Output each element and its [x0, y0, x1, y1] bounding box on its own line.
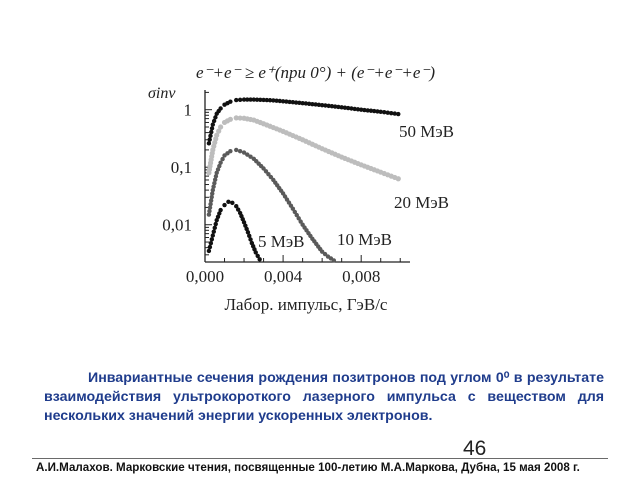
data-point — [234, 98, 238, 102]
data-point — [226, 200, 230, 204]
x-tick-label: 0,000 — [185, 267, 225, 286]
data-point — [396, 176, 401, 181]
curve-dot — [210, 126, 214, 130]
y-tick-label: 0,1 — [170, 158, 192, 178]
chart-title: e⁻+e⁻ ≥ e⁺(при 0°) + (e⁻+e⁻+e⁻) — [196, 63, 436, 82]
chart-labels — [148, 63, 454, 314]
curve-dot — [212, 229, 216, 233]
curve-dot — [210, 237, 214, 241]
figure-caption: Инвариантные сечения рождения позитронов под углом 0⁰ в результате взаимодействия ультрокороткого лазерного импульса с веществом для нескольких значений энергии ускоренных электронов. — [44, 370, 604, 424]
page-number: 46 — [463, 437, 487, 460]
series-label: 10 МэВ — [337, 230, 393, 249]
curve-dot — [214, 222, 218, 226]
data-point — [218, 124, 223, 129]
y-tick-label: 0,01 — [162, 215, 192, 235]
data-point — [230, 201, 234, 205]
series-label: 50 МэВ — [399, 122, 455, 141]
footer-text: А.И.Малахов. Марковские чтения, посвященные 100-летию М.А.Маркова, Дубна, 15 мая 2008 г. — [36, 461, 580, 474]
footer-divider — [32, 458, 608, 459]
data-point — [218, 208, 222, 212]
curve-dot — [208, 245, 212, 249]
y-axis-title: σinv — [148, 85, 176, 102]
data-point — [228, 149, 232, 153]
series-label: 20 МэВ — [394, 193, 450, 212]
curve-dot — [209, 241, 213, 245]
data-point — [207, 141, 211, 145]
data-point — [257, 257, 261, 261]
x-tick-label: 0,008 — [342, 267, 381, 286]
curve-dot — [238, 149, 242, 153]
curve-dot — [209, 130, 213, 134]
y-tick-label: 1 — [183, 100, 192, 120]
curve-dot — [207, 137, 211, 141]
data-point — [222, 203, 226, 207]
series-3 — [207, 200, 262, 262]
data-point — [207, 249, 211, 253]
curve-dot — [238, 98, 242, 102]
data-point — [228, 117, 233, 122]
curve-dot — [208, 134, 212, 138]
series-label: 5 МэВ — [258, 232, 305, 251]
data-point — [396, 112, 400, 116]
data-point — [211, 233, 215, 237]
x-axis-title: Лабор. импульс, ГэВ/c — [224, 295, 388, 314]
curve-dot — [213, 226, 217, 230]
data-point — [234, 148, 238, 152]
data-point — [332, 258, 336, 262]
data-point — [218, 106, 222, 110]
x-tick-label: 0,004 — [263, 267, 303, 286]
data-point — [228, 99, 232, 103]
